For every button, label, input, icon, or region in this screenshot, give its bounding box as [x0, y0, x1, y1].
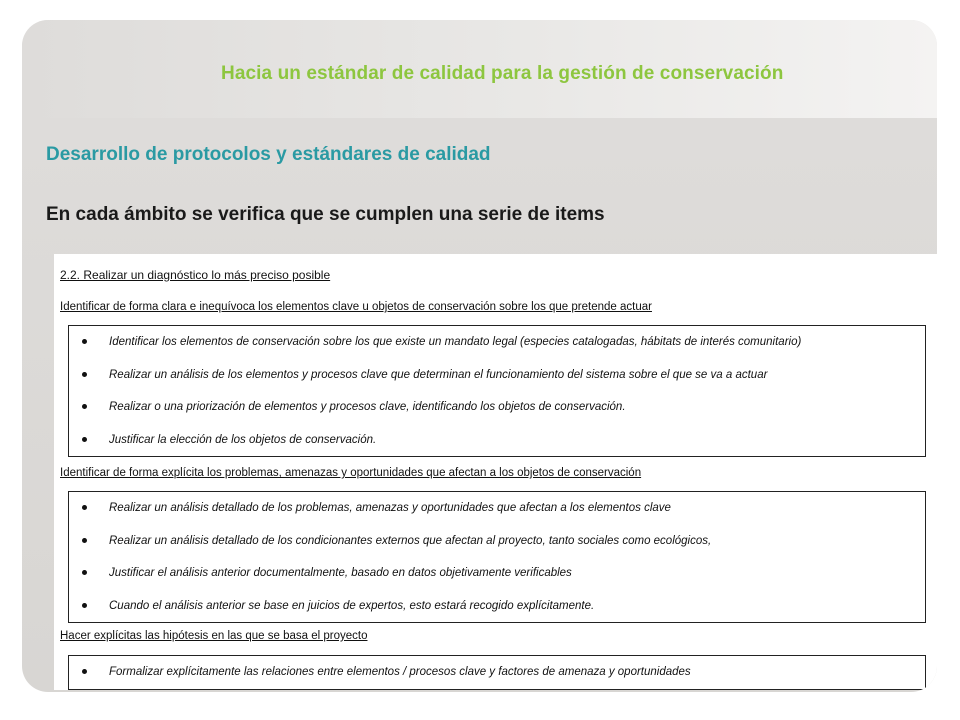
checklist-item-text: Realizar un análisis de los elementos y procesos clave que determinan el funcionamiento del sistema sobre el que se va a actuar — [109, 368, 768, 381]
bullet-icon — [82, 372, 87, 377]
checklist-item — [69, 557, 925, 590]
bullet-icon — [82, 603, 87, 608]
section-title-objects: Identificar de forma clara e inequívoca los elementos clave u objetos de conservación sobre los que pretende actuar — [60, 301, 652, 313]
document-heading: 2.2. Realizar un diagnóstico lo más preciso posible — [60, 268, 331, 282]
bullet-icon — [82, 505, 87, 510]
bullet-icon — [82, 570, 87, 575]
document-excerpt — [54, 254, 937, 690]
bullet-icon — [82, 538, 87, 543]
checklist-item — [69, 391, 925, 424]
checklist-item-text: Justificar la elección de los objetos de conservación. — [109, 433, 377, 446]
checklist-item — [69, 492, 925, 525]
section-title-hypotheses: Hacer explícitas las hipótesis en las que se basa el proyecto — [60, 630, 368, 642]
slide-subtitle: Desarrollo de protocolos y estándares de calidad — [46, 144, 491, 165]
checklist-item — [69, 590, 925, 623]
bullet-icon — [82, 339, 87, 344]
checklist-item — [69, 359, 925, 392]
bullet-icon — [82, 404, 87, 409]
lead-statement: En cada ámbito se verifica que se cumplen una serie de items — [46, 204, 605, 225]
checklist-box-objects — [68, 325, 926, 457]
checklist-box-hypotheses — [68, 655, 926, 690]
checklist-item — [69, 656, 925, 689]
checklist-item — [69, 326, 925, 359]
checklist-item — [69, 424, 925, 457]
checklist-box-threats — [68, 491, 926, 623]
checklist-item-text: Realizar un análisis detallado de los problemas, amenazas y oportunidades que afectan a los elementos clave — [109, 502, 671, 514]
checklist-item-text: Realizar o una priorización de elementos y procesos clave, identificando los objetos de conservación. — [109, 401, 626, 413]
slide-panel — [22, 20, 937, 692]
checklist-item — [69, 525, 925, 558]
page-title: Hacia un estándar de calidad para la gestión de conservación — [221, 63, 784, 84]
checklist-item-text: Realizar un análisis detallado de los condicionantes externos que afectan al proyecto, tanto sociales como ecológicos, — [109, 534, 712, 547]
bullet-icon — [82, 437, 87, 442]
checklist-item-text: Identificar los elementos de conservación sobre los que existe un mandato legal (especies catalogadas, hábitats de interés comunitario) — [109, 336, 802, 348]
section-title-threats: Identificar de forma explícita los problemas, amenazas y oportunidades que afectan a los objetos de conservación — [60, 467, 642, 479]
bullet-icon — [82, 669, 87, 674]
checklist-item-text: Formalizar explícitamente las relaciones entre elementos / procesos clave y factores de amenaza y oportunidades — [109, 666, 691, 678]
checklist-item-text: Justificar el análisis anterior documentalmente, basado en datos objetivamente verificables — [109, 567, 572, 579]
checklist-item-text: Cuando el análisis anterior se base en juicios de expertos, esto estará recogido explícitamente. — [109, 599, 595, 612]
